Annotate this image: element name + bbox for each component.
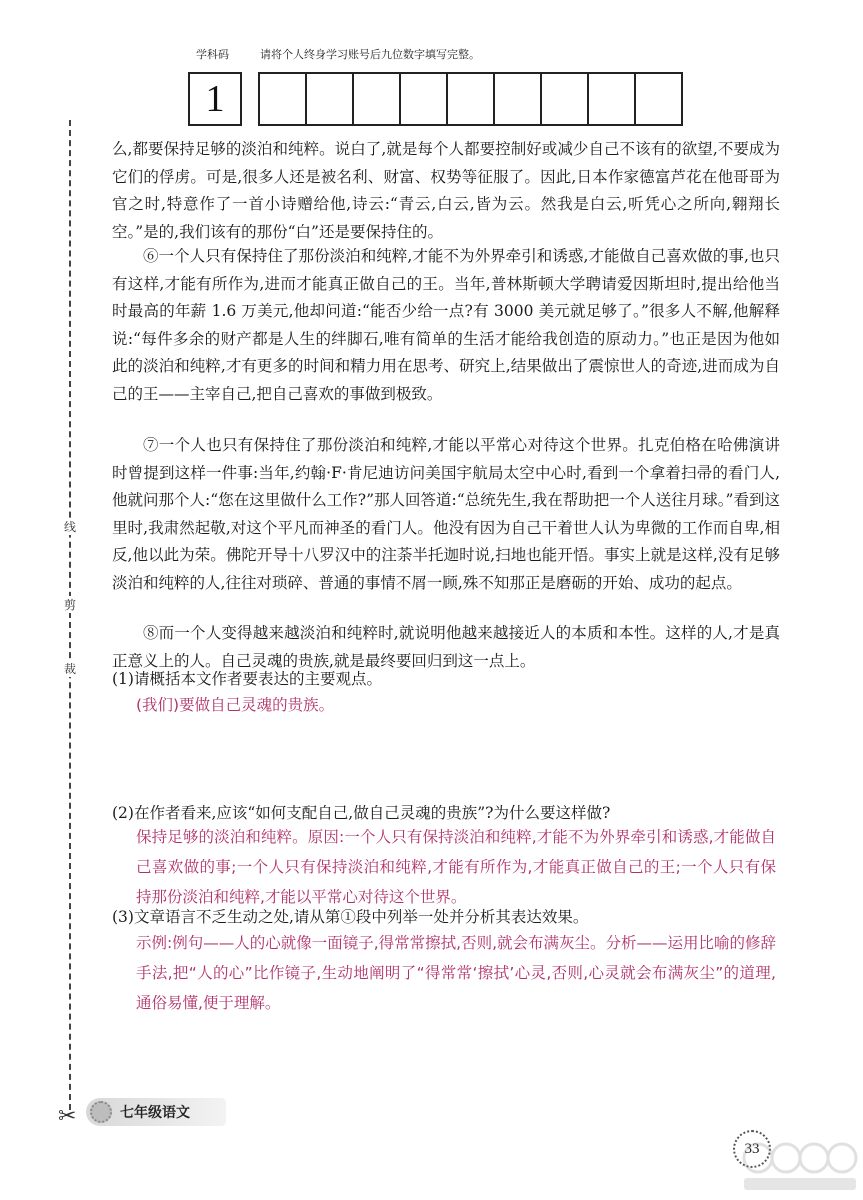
digit-cell[interactable]	[258, 72, 307, 126]
question-prompt: (3)文章语言不乏生动之处,请从第①段中列举一处并分析其表达效果。	[112, 908, 589, 926]
answer-text: 示例:例句——人的心就像一面镜子,得常常擦拭,否则,就会布满灰尘。分析——运用比喻的修辞手法,把“人的心”比作镜子,生动地阐明了“得常常‘擦拭’心灵,否则,心灵就会布满灰尘”的道理,通俗易懂,便于理解。	[136, 934, 777, 1012]
question-prompt: (1)请概括本文作者要表达的主要观点。	[112, 670, 382, 688]
flower-icon	[90, 1101, 112, 1123]
cut-line-label: 线	[63, 520, 76, 534]
account-instruction: 请将个人终身学习账号后九位数字填写完整。	[260, 48, 480, 61]
digit-cell[interactable]	[634, 72, 683, 126]
passage-paragraph: ⑧而一个人变得越来越淡泊和纯粹时,就说明他越来越接近人的本质和本性。这样的人,才是真正意义上的人。自己灵魂的贵族,就是最终要回归到这一点上。	[112, 624, 780, 670]
digit-cell[interactable]	[493, 72, 542, 126]
digit-cell[interactable]	[399, 72, 448, 126]
digit-cell[interactable]	[587, 72, 636, 126]
digit-cell[interactable]	[540, 72, 589, 126]
digit-cell[interactable]	[352, 72, 401, 126]
passage-paragraph: ⑥一个人只有保持住了那份淡泊和纯粹,才能不为外界牵引和诱惑,才能做自己喜欢做的事,也只有这样,才能有所作为,进而才能真正做自己的王。当年,普林斯顿大学聘请爱因斯坦时,提出给他当时最高的年薪 1.6 万美元,他却问道:“能否少给一点?有 3000 美元就足够了。”很多人不解,他解释说:“每件多余的财产都是人生的绊脚石,唯有简单的生活才能给我创造的原动力。”也正是因为他如此的淡泊和纯粹,才有更多的时间和精力用在思考、研究上,结果做出了震惊世人的奇迹,进而成为自己的王——主宰自己,把自己喜欢的事做到极致。	[112, 247, 780, 403]
book-title: 七年级语文	[120, 1105, 190, 1121]
cut-line-label: 剪	[63, 598, 76, 612]
watermark-logo	[740, 1138, 860, 1194]
page-number: 33	[733, 1130, 771, 1168]
account-digit-grid	[258, 72, 683, 126]
answer-text: 保持足够的淡泊和纯粹。原因:一个人只有保持淡泊和纯粹,才能不为外界牵引和诱惑,才能做自己喜欢做的事;一个人只有保持淡泊和纯粹,才能有所作为,才能真正做自己的王;一个人只有保持那份淡泊和纯粹,才能以平常心对待这个世界。	[136, 828, 776, 906]
answer-text: (我们)要做自己灵魂的贵族。	[136, 696, 335, 714]
cut-line	[69, 120, 71, 1110]
question-prompt: (2)在作者看来,应该“如何支配自己,做自己灵魂的贵族”?为什么要这样做?	[112, 804, 611, 822]
subject-code-label: 学科码	[196, 48, 229, 61]
digit-cell[interactable]	[305, 72, 354, 126]
digit-cell[interactable]	[446, 72, 495, 126]
passage-paragraph: ⑦一个人也只有保持住了那份淡泊和纯粹,才能以平常心对待这个世界。扎克伯格在哈佛演讲时曾提到这样一件事:当年,约翰·F·肯尼迪访问美国宇航局太空中心时,看到一个拿着扫帚的看门人,他就问那个人:“您在这里做什么工作?”那人回答道:“总统先生,我在帮助把一个人送往月球。”看到这里时,我肃然起敬,对这个平凡而神圣的看门人。他没有因为自己干着世人认为卑微的工作而自卑,相反,他以此为荣。佛陀开导十八罗汉中的注荼半托迦时说,扫地也能开悟。事实上就是这样,没有足够淡泊和纯粹的人,往往对琐碎、普通的事情不屑一顾,殊不知那正是磨砺的开始、成功的起点。	[112, 436, 780, 592]
cut-line-label: 裁	[63, 662, 76, 676]
passage-paragraph: 么,都要保持足够的淡泊和纯粹。说白了,就是每个人都要控制好或减少自己不该有的欲望,不要成为它们的俘虏。可是,很多人还是被名利、财富、权势等征服了。因此,日本作家德富芦花在他哥哥为官之时,特意作了一首小诗赠给他,诗云:“青云,白云,皆为云。然我是白云,听凭心之所向,翱翔长空。”是的,我们该有的那份“白”还是要保持住的。	[112, 140, 780, 241]
scissors-icon: ✂	[58, 1104, 77, 1129]
subject-code-box: 1	[188, 72, 242, 126]
